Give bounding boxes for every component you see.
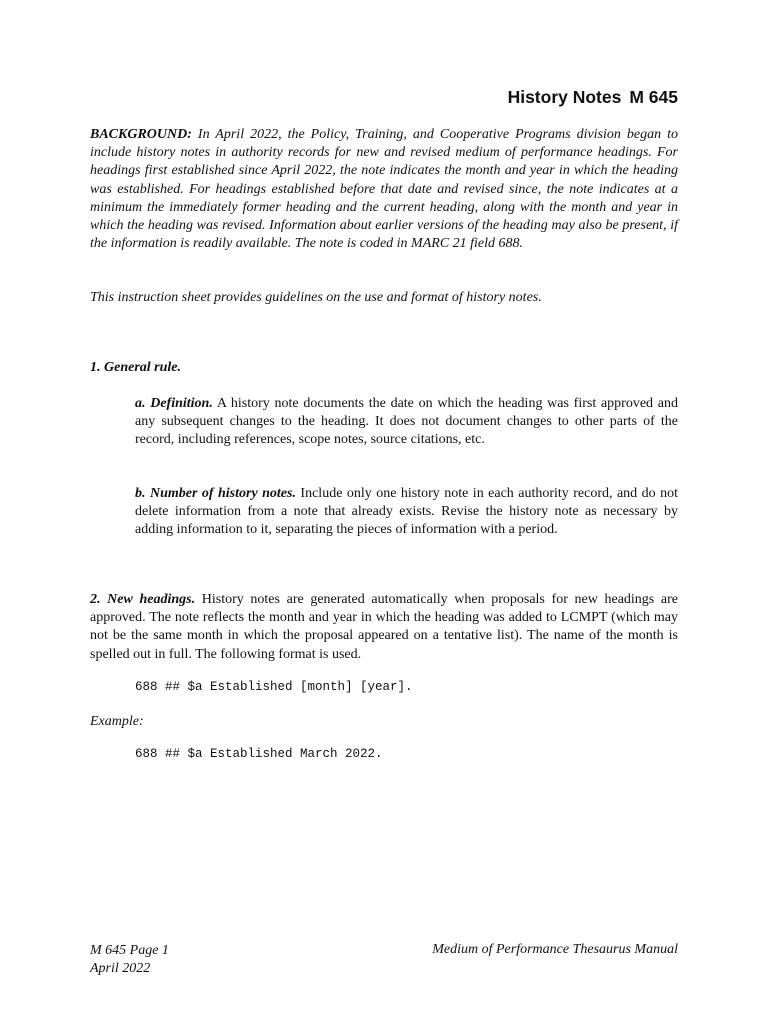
section-1a-text: A history note documents the date on which the heading was first approved and any subsequent changes to the heading. It does not document changes to other parts of the record, including references, scope notes, source citations, etc.: [135, 396, 678, 448]
section-1b-text: Include only one history note in each authority record, and do not delete information from a note that already exists. Revise the history note as necessary by adding information to it, separating the pieces of information with a period.: [135, 486, 678, 538]
footer-date: April 2022: [90, 961, 151, 976]
section-1a-paragraph: [135, 395, 678, 450]
background-paragraph: [90, 126, 678, 253]
section-1-heading: 1. General rule.: [90, 360, 181, 375]
section-2-text: History notes are generated automatically when proposals for new headings are approved. The note reflects the month and year in which the heading was added to LCMPT (which may not be the same month in which the proposal appeared on a tentative list). The name of the month is spelled out in full. The following format is used.: [90, 592, 678, 662]
background-text: In April 2022, the Policy, Training, and Cooperative Programs division began to include history notes in authority records for new and revised medium of performance headings. For headings first established since April 2022, the note indicates the month and year in which the heading was established. For headings established before that date and revised since, the note indicates at a minimum the immediately former heading and the current heading, along with the month and year in which the heading was revised. Information about earlier versions of the heading may also be present, if the information is readily available. The note is coded in MARC 21 field 688.: [90, 127, 678, 252]
title-text: History Notes: [507, 87, 622, 107]
footer-page-number: M 645 Page 1: [90, 943, 169, 958]
section-1b-label: b. Number of history notes.: [135, 486, 296, 501]
background-label: BACKGROUND:: [90, 127, 192, 142]
format-code-line: 688 ## $a Established [month] [year].: [135, 680, 413, 694]
example-code-line: 688 ## $a Established March 2022.: [135, 747, 383, 761]
intro-paragraph: This instruction sheet provides guidelines on the use and format of history notes.: [90, 290, 542, 305]
footer-manual-title: Medium of Performance Thesaurus Manual: [432, 942, 678, 957]
page-title: [508, 87, 678, 108]
footer-left: [90, 942, 169, 978]
example-label: Example:: [90, 714, 144, 729]
section-1a-label: a. Definition.: [135, 396, 213, 411]
section-2-paragraph: [90, 591, 678, 664]
instruction-number: M 645: [629, 87, 678, 107]
section-1b-paragraph: [135, 485, 678, 540]
section-2-label: 2. New headings.: [90, 592, 196, 607]
